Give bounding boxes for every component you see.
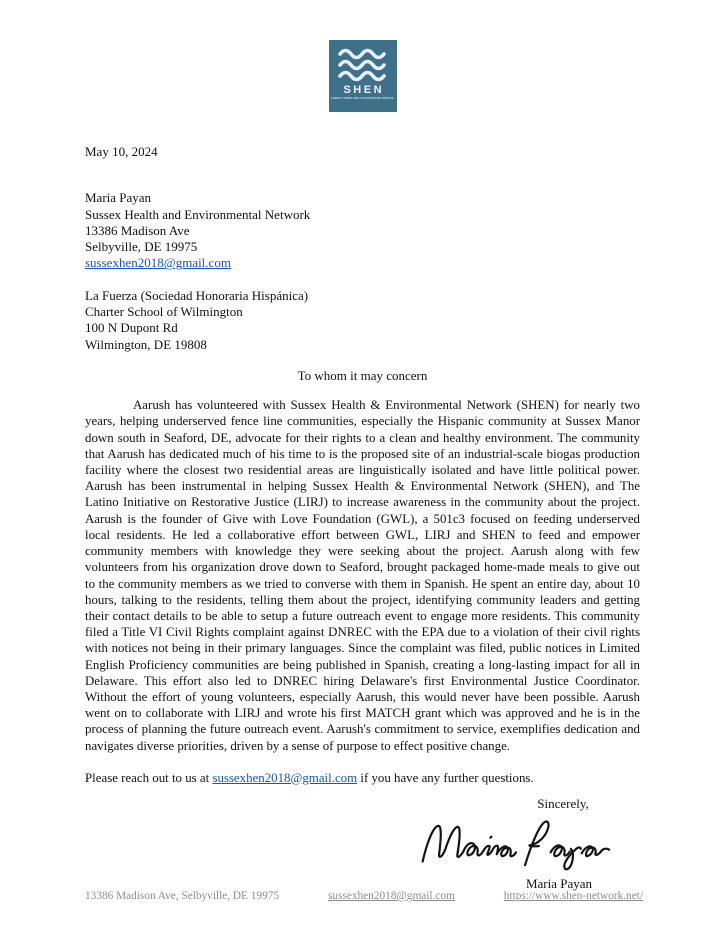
sender-email-link[interactable]: sussexhen2018@gmail.com bbox=[85, 255, 231, 271]
logo-acronym: SHEN bbox=[343, 84, 385, 96]
footer-email-link[interactable]: sussexhen2018@gmail.com bbox=[328, 890, 455, 902]
recipient-school: Charter School of Wilmington bbox=[85, 304, 243, 320]
closing-line bbox=[85, 770, 640, 786]
page-footer bbox=[85, 890, 643, 902]
letter-date: May 10, 2024 bbox=[85, 144, 158, 159]
signer-name: Maria Payan bbox=[525, 876, 593, 892]
salutation: To whom it may concern bbox=[297, 367, 428, 383]
body-paragraph: Aarush has volunteered with Sussex Health & Environmental Network (SHEN) for nearly two years, helping underserved fence line communities, especially the Hispanic community at Sussex Manor down south in Seaford, DE, advocate for their rights to a clean and healthy environment. The community that Aarush has dedicated much of his time to is the proposed site of an industrial-scale biogas production facility where the closest two residential areas are linguistically isolated and have little political power. Aarush has been instrumental in helping Sussex Health & Environmental Network (SHEN), and The Latino Initiative on Restorative Justice (LIRJ) to increase awareness in the community about the project. Aarush is the founder of Give with Love Foundation (GWL), a 501c3 focused on feeding underserved local residents. He led a collaborative effort between GWL, LIRJ and SHEN to feed and empower community members with knowledge they were seeking about the project. Aarush along with few volunteers from his organization drove down to Seaford, brought packaged home-made meals to give out to the community members as we tried to converse with them in Spanish. He spent an entire day, about 10 hours, talking to the residents, telling them about the project, identifying community leaders and getting their contact details to be able to setup a future outreach event to engage more residents. This community filed a Title VI Civil Rights complaint against DNREC with the EPA due to a violation of their civil rights with notices not being in their primary languages. Since the complaint was filed, public notices in Limited English Proficiency communities are being published in Spanish, creating a long-lasting impact for all in Delaware. This effort also led to DNREC hiring Delaware's first Environmental Justice Coordinator. Without the effort of young volunteers, especially Aarush, this would never have been possible. Aarush went on to collaborate with LIRJ and wrote his first MATCH grant which was approved and he is in the process of planning the future outreach event. Aarush's commitment to service, exemplifies dedication and navigates diverse priorities, driven by a sense of purpose to effect positive change. bbox=[85, 398, 640, 753]
recipient-address bbox=[85, 288, 640, 353]
waves-icon bbox=[336, 47, 390, 83]
closing-prefix: Please reach out to us at bbox=[85, 770, 213, 785]
sender-org: Sussex Health and Environmental Network bbox=[85, 206, 311, 222]
valediction: Sincerely, bbox=[537, 795, 589, 811]
sender-name: Maria Payan bbox=[85, 190, 152, 206]
recipient-street: 100 N Dupont Rd bbox=[85, 320, 178, 336]
sender-city: Selbyville, DE 19975 bbox=[85, 239, 198, 255]
footer-website-link[interactable]: https://www.shen-network.net/ bbox=[503, 890, 643, 902]
handwritten-signature bbox=[408, 814, 622, 878]
sender-street: 13386 Madison Ave bbox=[85, 222, 190, 238]
recipient-city: Wilmington, DE 19808 bbox=[85, 336, 207, 352]
sender-address bbox=[85, 190, 640, 271]
contact-email-link[interactable]: sussexhen2018@gmail.com bbox=[212, 770, 358, 785]
signature-block bbox=[460, 796, 640, 893]
shen-logo bbox=[329, 40, 397, 112]
closing-suffix: if you have any further questions. bbox=[357, 770, 534, 785]
recipient-org: La Fuerza (Sociedad Honoraria Hispánica) bbox=[85, 287, 309, 303]
logo-subtitle: Sussex Health and Environmental Network bbox=[331, 97, 394, 101]
footer-address: 13386 Madison Ave, Selbyville, DE 19975 bbox=[85, 890, 280, 902]
